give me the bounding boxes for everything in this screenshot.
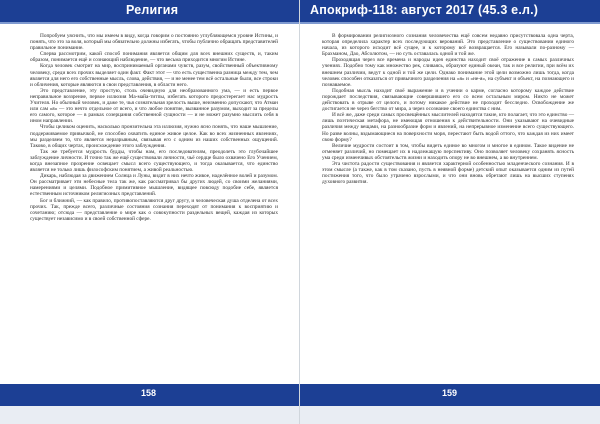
footer-band <box>300 406 600 424</box>
left-page-header <box>0 0 300 22</box>
paragraph: Это представление, эту простую, столь очевидную для необразованного ума, — и есть первое неправильное воззрение, первое иллюзия Ма-майа-титпы, избегать которого предостерегает нас мудрость Учителя. Но обычный человек, и даже те, чья сознательная зрелость выше, неизменно допускают, что Атман или сам «я» — это нечто отдельное от всего, и что любое понятие, вызванное разумом, выходит за пределы его самого, которое — в рамках созерцания собственной сущности — и не может разумно мыслить себя в ином направлении. <box>30 87 278 125</box>
paragraph: Проходящая через все времена и народы идея единства находит своё отражение в самых различных учениях. Подобно тому как множество рек, сливаясь, образуют единый океан, так и все религии, при всём их внешнем различии, ведут к одной и той же цели. Однако понимание этой цели возможно лишь тогда, когда человек способен отказаться от привычного разделения на «я» и «не-я», на субъект и объект, на познающего и познаваемое. <box>322 57 574 88</box>
right-page-header <box>300 0 600 22</box>
paragraph: И всё же, даже среди самых просвещённых мыслителей находятся такие, кто полагает, что это единство — лишь поэтическая метафора, не имеющая отношения к действительности. Они указывают на очевидные различия между вещами, на разнообразие форм и явлений, на непрерывное изменение всего существующего. Но разве волны, вздымающиеся на поверхности моря, перестают быть водой оттого, что каждая из них имеет свою форму? <box>322 112 574 143</box>
paragraph: Чтобы целиком оценить, насколько пронзительна эта иллюзия, нужно ясно понять, что наше мышление, поддерживаемое привычкой, не способно охватить единое живое целое. Как во всех жизненных явлениях, мы разделяем то, что является неразрывным, связывая его с одним из наших собственных ощущений. Таково, в общих чертах, происхождение этого заблуждения. <box>30 124 278 149</box>
header-divider <box>300 22 600 24</box>
paragraph: Попробуем уяснить, что мы имеем в виду, когда говорим о постоянно углубляющемся уровне Истины, и понять, что это за воля, который мы обязательно должны избегать, чтобы публично обращать представителей правильное понимание. <box>30 33 278 52</box>
paragraph: В формировании религиозного сознания человечества ещё совсем недавно присутствовала одна черта, которая определила характер всех последующих верований. Это представление о существовании единого начала, из которого исходит всё сущее, и к которому всё возвращается. Его называли по-разному — Брахманом, Дао, Абсолютом, — но суть оставалась одной и той же. <box>322 33 574 58</box>
section-title: Религия <box>126 3 179 17</box>
paragraph: Дикарь, наблюдая за движением Солнца и Луны, видит в них нечто живое, наделённое волей и разумом. Он рассматривает эти небесные тела так же, как рассматривал бы других людей, со своими желаниями, намерениями и целями. Подобное примитивное мышление, видящее повсюду подобие себе, является естественным источником религиозных представлений. <box>30 173 278 198</box>
paragraph: Сперва рассмотрим, какой способ понимания является общим для всех внешних существ, и, таким образом, понимается ещё и сознающий наблюдение, — что весьма приходится многим Истине. <box>30 51 278 64</box>
paragraph: Так же требуется мудрость будды, чтобы нам, его последователям, преодолеть это глубочайшее заблуждение личности. И точно так же ещё существовали личности, чьё сердце было охвачено Его Учением, когда внезапное прозрение освещает смысл всего существующего, и тогда оказывается, что единство является не только лишь философским понятием, а живой реальностью. <box>30 148 278 174</box>
footer-band <box>0 406 300 424</box>
paragraph: Эта чистота радости существования и является характерной особенностью младенческого сознания. И в этом смысле (а также, как в том сказано, пусть в неявной форме) детский опыт оказывается одним из путей постижения того, что было утрачено взрослыми, и что они вновь обретают лишь на высших ступенях духовного развития. <box>322 160 574 186</box>
paragraph: Когда человек смотрит на мир, воспринимаемый органами чувств, разум, свойственный объективному человеку, среди всех прочих выделяет один факт. Факт этот — что есть существенна разница между тем, чем является для него его собственные мысль, слова, действия, — и не менее тем всё остальные были, все строки и обличения, которые являются в свои представления, в области него. <box>30 63 278 88</box>
right-page <box>300 0 600 424</box>
page-number: 158 <box>141 388 157 398</box>
paragraph: Подобная мысль находит своё выражение и в учении о карме, согласно которому каждое действие порождает последствия, связывающие совершившего его со всем остальным миром. Никто не может действовать в отрыве от целого, и потому никакое действие не проходит бесследно. Освобождение же достигается не через бегство от мира, а через осознание своего единства с ним. <box>322 87 574 113</box>
right-page-body <box>322 33 574 185</box>
paragraph: Бог и ближний, — как правило, противопоставляются друг другу, и человеческая душа отделена от всех прочих. Так, прежде всего, различные состояния сознания переходят от понимания к восприятию и сочетанию; отсюда — представление о мире как о совокупности раздельных вещей, каждая из которых существует независимо и в своей собственной сфере. <box>30 197 278 222</box>
left-page-body <box>30 33 278 222</box>
page-number: 159 <box>442 388 458 398</box>
issue-title: Апокриф-118: август 2017 (45.3 е.л.) <box>310 3 539 17</box>
header-divider <box>0 22 300 24</box>
paragraph: Величие мудрости состоит в том, чтобы видеть единое во многом и многое в едином. Такое видение не отменяет различий, но помещает их в надлежащую перспективу. Оно позволяет человеку сохранять ясность ума среди изменчивых обстоятельств жизни и находить опору не во внешнем, а во внутреннем. <box>322 142 574 161</box>
